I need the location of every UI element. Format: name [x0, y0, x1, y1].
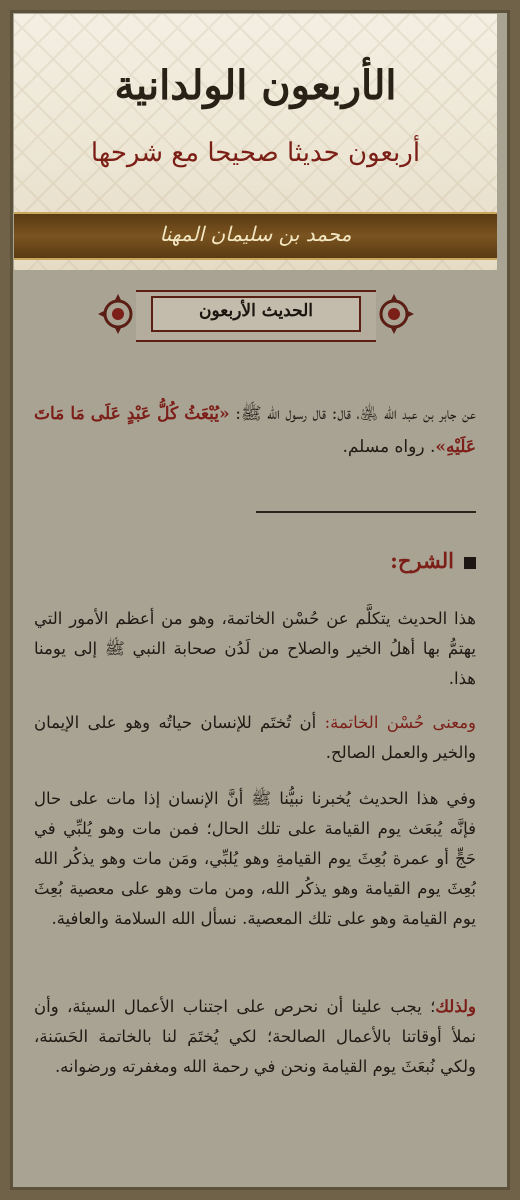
explanation-paragraph-1: هذا الحديث يتكلَّم عن حُسْن الخاتمة، وهو من أعظم الأمور التي يهتمُّ بها أهلُ الخير والصلاح من لَدُن صحابة النبي ﷺ إلى يومنا هذا.: [34, 609, 476, 688]
explanation-heading: الشرح:: [390, 548, 454, 573]
book-subtitle: أربعون حديثا صحيحا مع شرحها: [90, 138, 421, 168]
hadith-block: [34, 398, 476, 464]
square-bullet-icon: [464, 557, 476, 569]
section-title: الحديث الأربعون: [199, 301, 313, 321]
divider-line: [256, 511, 476, 513]
conclusion-text: ؛ يجب علينا أن نحرص على اجتناب الأعمال السيئة، وأن نملأ أوقاتنا بالأعمال الصالحة؛ لكي يُختَمَ لنا بالخاتمة الحَسَنة، ولكي نُبعَثَ يوم القيامة ونحن في رحمة الله ومغفرته ورضوانه.: [34, 997, 476, 1076]
author-band: [14, 212, 497, 260]
hadith-text: «يُبْعَثُ كُلُّ عَبْدٍ عَلَى مَا مَاتَ عَلَيْهِ»: [34, 404, 476, 457]
explanation-paragraph-2: [34, 708, 476, 768]
hadith-source: . رواه مسلم.: [342, 437, 436, 457]
book-cover-header: [14, 14, 497, 270]
explanation-heading-row: [390, 548, 476, 573]
explanation-paragraph-4: [34, 992, 476, 1082]
term-label: ومعنى حُسْن الخاتمة:: [324, 713, 477, 732]
author-name: محمد بن سليمان المهنا: [159, 222, 352, 246]
term-definition: أن تُختَم للإنسان حياتُه وهو على الإيمان والخير والعمل الصالح.: [34, 713, 476, 762]
explanation-paragraph-3: وفي هذا الحديث يُخبرنا نبيُّنا ﷺ أنَّ الإنسان إذا مات على حال فإنَّه يُبعَث يوم القيامة على تلك الحال؛ فمن مات وهو يُلبِّي في حَجٍّ أو عمرة بُعِثَ يوم القيامةِ وهو يُلبِّي، ومَن مات وهو يذكُر الله بُعِثَ يوم القيامة وهو يذكُر الله، ومن مات وهو على معصية بُعِثَ يوم القيامة وهو على تلك المعصية. نسأل الله السلامة والعافية.: [34, 789, 476, 928]
section-banner: [96, 290, 416, 338]
hadith-intro: عن جابر بن عبد الله ﵁، قال: قال رسول الله ﷺ:: [235, 404, 476, 424]
book-title: الأربعون الولدانية: [114, 62, 397, 109]
conclusion-label: ولذلك: [435, 997, 476, 1016]
